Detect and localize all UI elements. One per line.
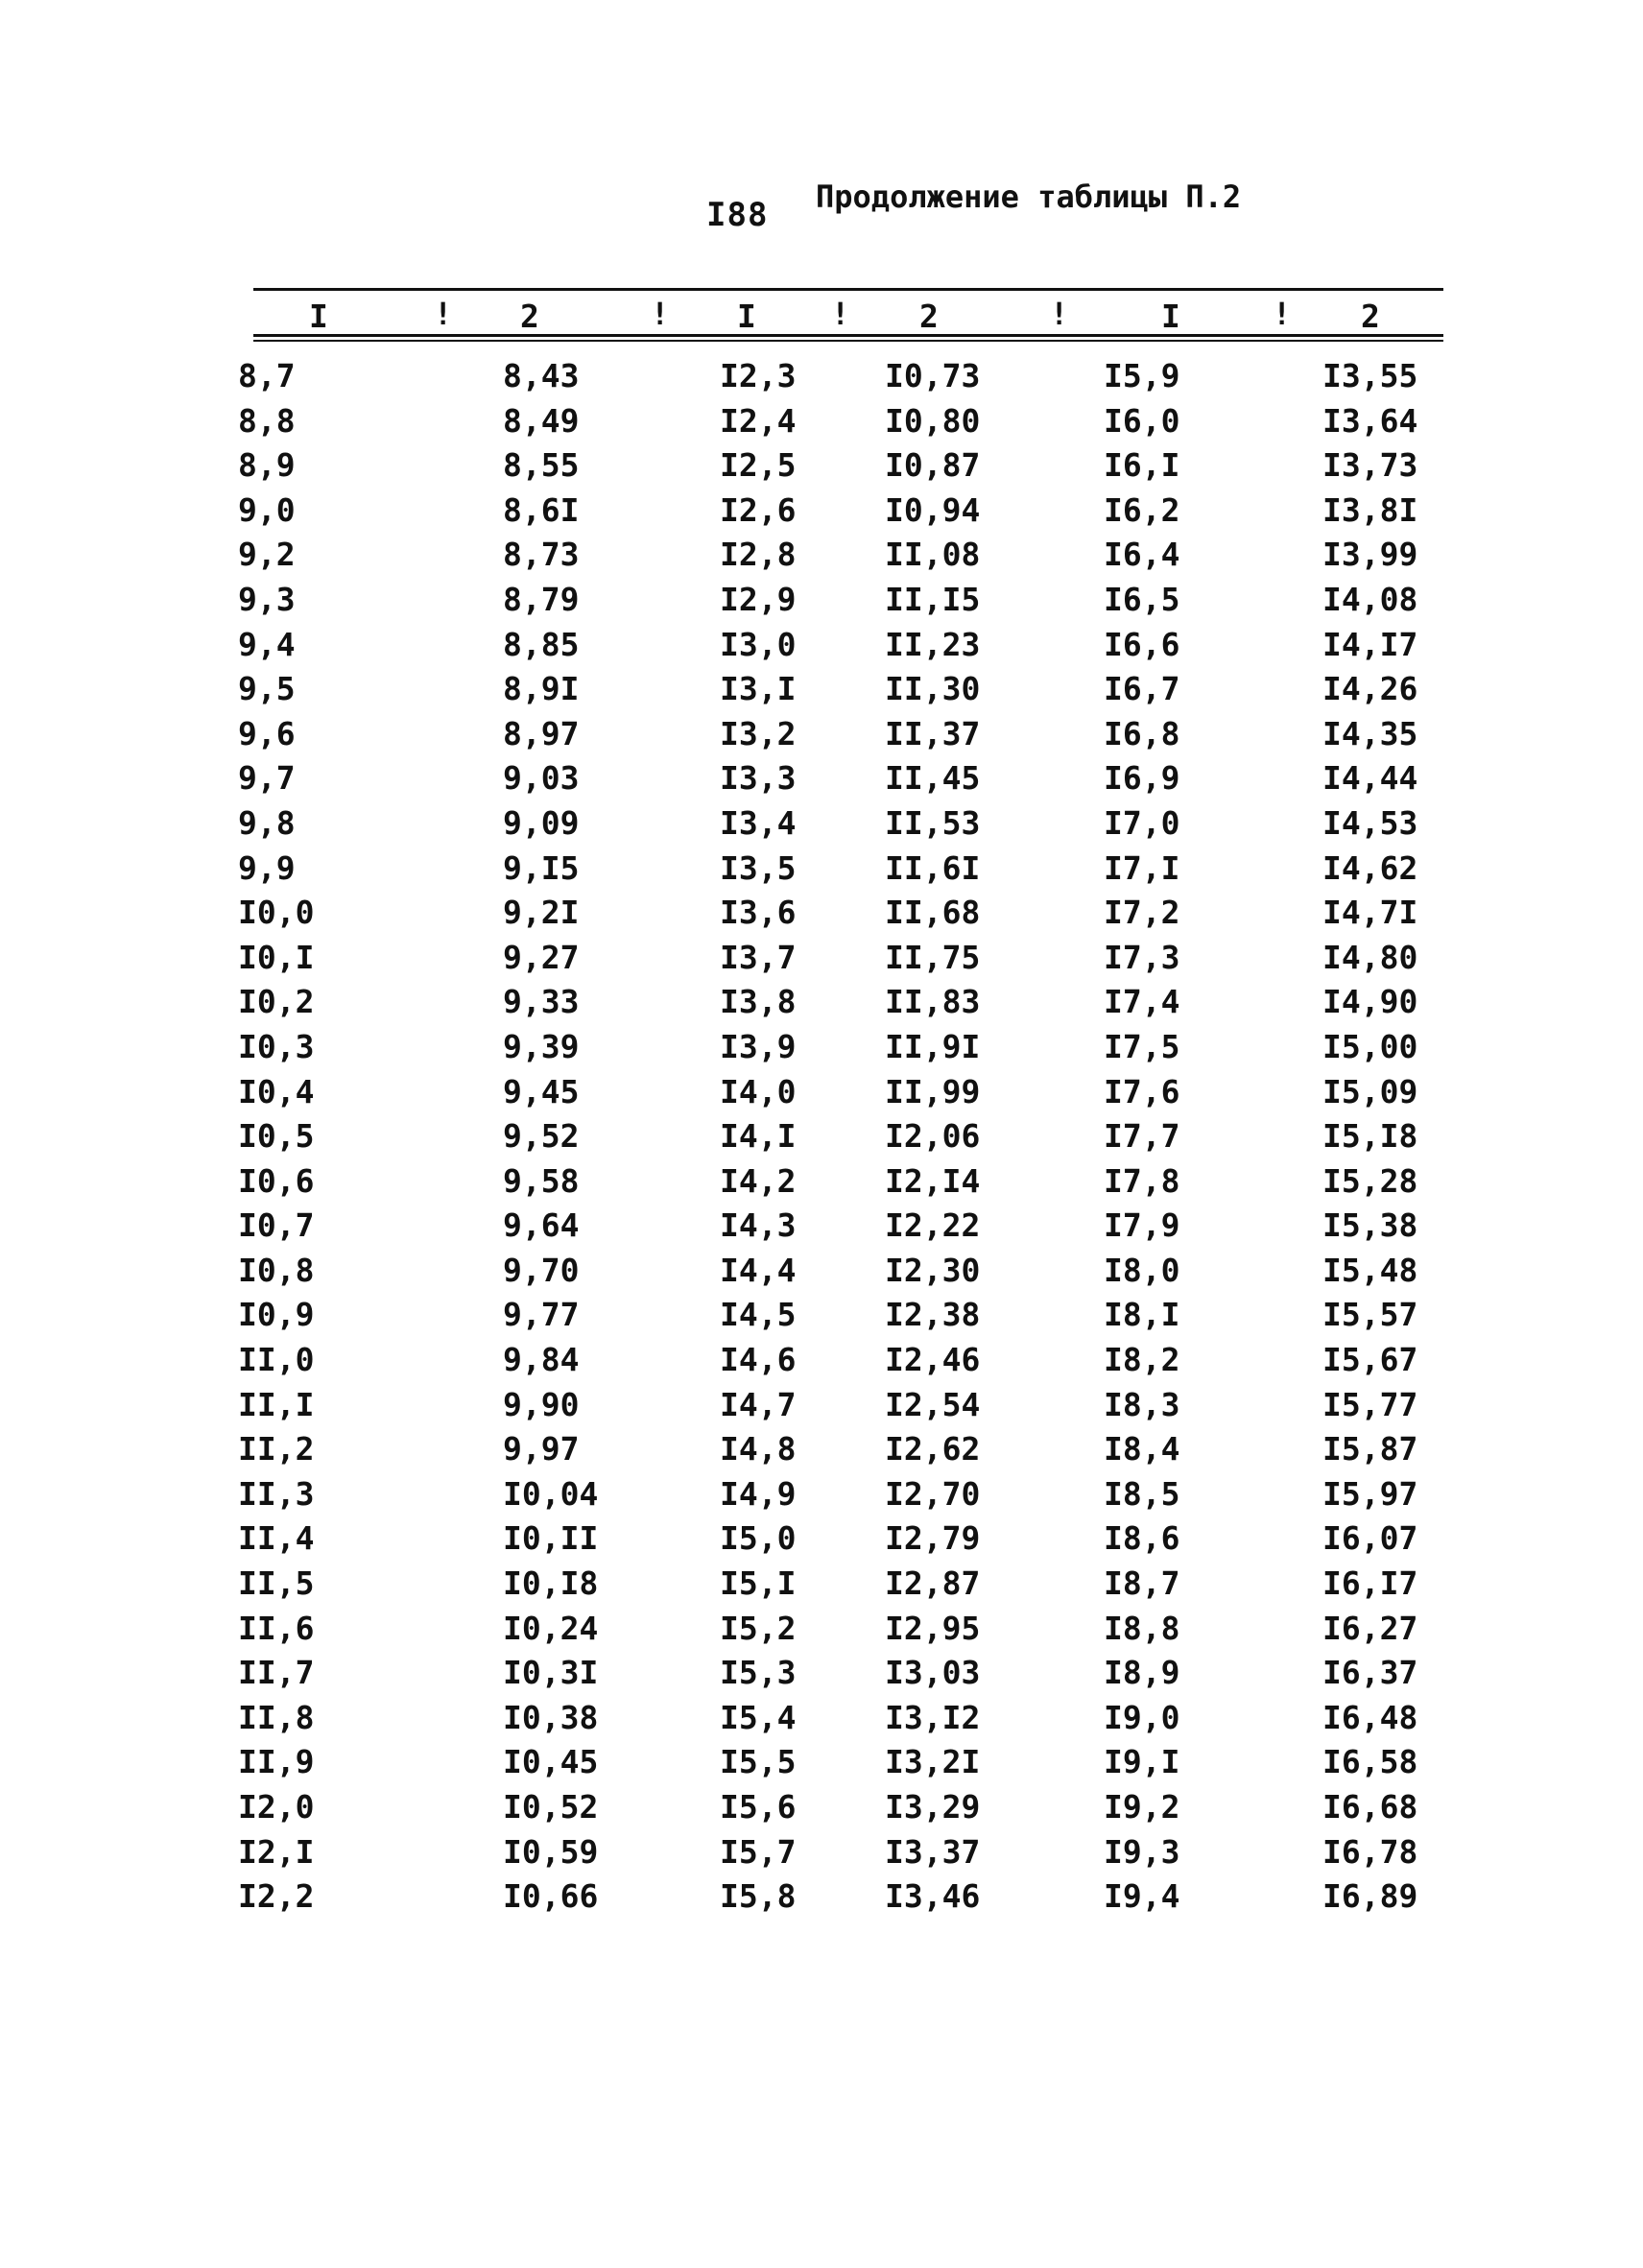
table-cell-col-3: I2,8 [720,536,797,574]
table-cell-col-5: I6,2 [1104,490,1180,529]
table-caption: Продолжение таблицы П.2 [816,179,1242,215]
table-cell-col-1: I2,I [238,1832,315,1871]
table-cell-col-5: I7,7 [1104,1117,1180,1156]
table-cell-col-2: 9,58 [503,1161,580,1200]
table-cell-col-5: I8,7 [1104,1564,1180,1603]
header-separator: ! [831,296,850,332]
table-cell-col-2: 9,77 [503,1296,580,1334]
table-cell-col-6: I4,7I [1322,894,1418,932]
table-cell-col-2: 9,64 [503,1206,580,1245]
table-cell-col-4: II,53 [885,803,981,842]
table-cell-col-2: 9,33 [503,983,580,1021]
table-cell-col-4: I3,37 [885,1832,981,1871]
table-cell-col-3: I3,8 [720,983,797,1021]
table-cell-col-6: I5,09 [1322,1072,1418,1110]
table-cell-col-1: II,6 [238,1609,315,1647]
table-cell-col-2: I0,II [503,1519,599,1558]
table-row [0,446,1643,491]
table-row [0,402,1643,447]
table-cell-col-6: I6,07 [1322,1519,1418,1558]
table-cell-col-4: II,37 [885,714,981,752]
table-cell-col-5: I7,I [1104,848,1180,887]
table-cell-col-5: I7,4 [1104,983,1180,1021]
table-cell-col-3: I5,I [720,1564,797,1603]
table-cell-col-3: I2,3 [720,357,797,394]
table-cell-col-3: I5,7 [720,1832,797,1871]
table-row [0,1788,1643,1833]
table-row [0,670,1643,715]
table-row [0,759,1643,804]
table-cell-col-5: I9,4 [1104,1877,1180,1916]
table-cell-col-5: I8,2 [1104,1341,1180,1379]
table-row [0,1564,1643,1610]
table-cell-col-5: I9,0 [1104,1698,1180,1736]
table-cell-col-2: 9,2I [503,894,580,932]
header-col-2: 2 [520,298,539,335]
table-row [0,1341,1643,1386]
table-cell-col-1: II,5 [238,1564,315,1603]
table-cell-col-1: I0,6 [238,1161,315,1200]
table-cell-col-2: 8,55 [503,446,580,485]
header-separator: ! [651,296,670,332]
table-cell-col-4: I2,87 [885,1564,981,1603]
table-cell-col-2: 9,09 [503,803,580,842]
table-cell-col-6: I5,77 [1322,1385,1418,1423]
table-cell-col-3: I4,8 [720,1430,797,1468]
table-cell-col-3: I3,I [720,670,797,708]
table-cell-col-6: I4,80 [1322,938,1418,976]
table-cell-col-2: 8,9I [503,670,580,708]
table-cell-col-1: 9,4 [238,625,296,663]
table-cell-col-3: I3,2 [720,714,797,752]
table-row [0,1162,1643,1207]
table-cell-col-4: I2,22 [885,1206,981,1245]
table-cell-col-2: 8,73 [503,536,580,574]
table-cell-col-2: 8,97 [503,714,580,752]
table-row [0,1877,1643,1922]
table-row [0,1073,1643,1118]
table-cell-col-6: I5,I8 [1322,1117,1418,1156]
header-col-6: 2 [1361,298,1380,335]
table-cell-col-6: I6,78 [1322,1832,1418,1871]
table-cell-col-3: I2,5 [720,446,797,485]
table-cell-col-2: 8,49 [503,401,580,440]
table-cell-col-3: I5,0 [720,1519,797,1558]
table-cell-col-5: I7,8 [1104,1161,1180,1200]
table-cell-col-4: I2,38 [885,1296,981,1334]
table-cell-col-6: I5,67 [1322,1341,1418,1379]
table-cell-col-4: I2,06 [885,1117,981,1156]
table-row [0,1699,1643,1744]
table-cell-col-6: I5,87 [1322,1430,1418,1468]
table-cell-col-2: I0,59 [503,1832,599,1871]
table-cell-col-6: I4,62 [1322,848,1418,887]
table-cell-col-5: I6,5 [1104,580,1180,618]
table-cell-col-3: I2,6 [720,490,797,529]
table-cell-col-5: I6,7 [1104,670,1180,708]
table-cell-col-3: I3,6 [720,894,797,932]
table-cell-col-1: 8,8 [238,401,296,440]
table-cell-col-4: II,23 [885,625,981,663]
table-cell-col-6: I3,8I [1322,490,1418,529]
table-cell-col-5: I8,0 [1104,1251,1180,1289]
table-cell-col-4: I0,73 [885,357,981,394]
table-cell-col-4: II,08 [885,536,981,574]
table-row [0,1028,1643,1073]
table-cell-col-6: I4,44 [1322,759,1418,798]
table-cell-col-4: II,30 [885,670,981,708]
table-cell-col-5: I8,8 [1104,1609,1180,1647]
table-row [0,849,1643,895]
table-cell-col-2: 9,97 [503,1430,580,1468]
table-cell-col-3: I5,3 [720,1654,797,1692]
table-cell-col-2: I0,66 [503,1877,599,1916]
table-cell-col-3: I5,2 [720,1609,797,1647]
table-cell-col-3: I3,7 [720,938,797,976]
table-cell-col-5: I6,0 [1104,401,1180,440]
header-col-5: I [1161,298,1180,335]
table-cell-col-6: I4,I7 [1322,625,1418,663]
table-cell-col-2: 9,90 [503,1385,580,1423]
table-cell-col-6: I4,53 [1322,803,1418,842]
table-cell-col-5: I8,3 [1104,1385,1180,1423]
table-cell-col-4: I0,80 [885,401,981,440]
table-cell-col-6: I4,08 [1322,580,1418,618]
table-cell-col-5: I8,4 [1104,1430,1180,1468]
table-row [0,1206,1643,1252]
table-cell-col-2: 9,70 [503,1251,580,1289]
table-cell-col-6: I5,38 [1322,1206,1418,1245]
table-cell-col-1: 9,2 [238,536,296,574]
table-row [0,894,1643,939]
table-cell-col-1: II,8 [238,1698,315,1736]
table-header-rule-second [253,340,1443,342]
table-cell-col-4: II,45 [885,759,981,798]
table-cell-col-3: I3,9 [720,1027,797,1065]
table-cell-col-4: II,9I [885,1027,981,1065]
table-cell-col-3: I5,5 [720,1743,797,1781]
table-cell-col-4: I3,03 [885,1654,981,1692]
table-cell-col-4: I2,54 [885,1385,981,1423]
table-cell-col-4: I3,I2 [885,1698,981,1736]
table-cell-col-3: I3,5 [720,848,797,887]
table-cell-col-1: I0,I [238,938,315,976]
table-cell-col-6: I5,48 [1322,1251,1418,1289]
table-cell-col-1: 9,5 [238,670,296,708]
table-cell-col-1: I0,4 [238,1072,315,1110]
table-cell-col-3: I2,9 [720,580,797,618]
table-cell-col-1: 9,6 [238,714,296,752]
table-cell-col-1: I0,0 [238,894,315,932]
table-cell-col-1: II,0 [238,1341,315,1379]
table-cell-col-5: I6,6 [1104,625,1180,663]
table-cell-col-3: I5,8 [720,1877,797,1916]
table-cell-col-6: I5,57 [1322,1296,1418,1334]
table-row [0,1296,1643,1341]
table-cell-col-2: 9,52 [503,1117,580,1156]
table-cell-col-2: 9,45 [503,1072,580,1110]
table-cell-col-1: 8,7 [238,357,296,394]
table-cell-col-3: I2,4 [720,401,797,440]
table-cell-col-3: I5,4 [720,1698,797,1736]
table-cell-col-4: II,I5 [885,580,981,618]
table-cell-col-2: I0,45 [503,1743,599,1781]
table-cell-col-3: I4,9 [720,1474,797,1513]
table-cell-col-4: I2,79 [885,1519,981,1558]
table-body [0,357,1643,1922]
table-cell-col-2: I0,I8 [503,1564,599,1603]
table-cell-col-1: 8,9 [238,446,296,485]
table-top-rule [253,288,1443,291]
table-cell-col-4: I2,46 [885,1341,981,1379]
table-row [0,1386,1643,1431]
table-row [0,357,1643,402]
table-cell-col-4: I2,62 [885,1430,981,1468]
table-cell-col-1: II,I [238,1385,315,1423]
table-cell-col-3: I4,2 [720,1161,797,1200]
header-separator: ! [434,296,453,332]
table-cell-col-3: I4,I [720,1117,797,1156]
table-cell-col-6: I6,68 [1322,1788,1418,1826]
table-cell-col-2: 9,84 [503,1341,580,1379]
table-cell-col-1: II,9 [238,1743,315,1781]
table-cell-col-5: I9,I [1104,1743,1180,1781]
table-cell-col-3: I4,6 [720,1341,797,1379]
table-cell-col-4: II,99 [885,1072,981,1110]
table-cell-col-4: I0,87 [885,446,981,485]
table-cell-col-1: 9,3 [238,580,296,618]
table-cell-col-5: I7,5 [1104,1027,1180,1065]
table-cell-col-5: I6,I [1104,446,1180,485]
header-separator: ! [1050,296,1069,332]
table-cell-col-4: I2,95 [885,1609,981,1647]
table-cell-col-1: II,3 [238,1474,315,1513]
table-cell-col-5: I7,2 [1104,894,1180,932]
table-cell-col-3: I4,0 [720,1072,797,1110]
table-cell-col-1: 9,7 [238,759,296,798]
table-row [0,1743,1643,1788]
table-cell-col-2: 9,39 [503,1027,580,1065]
table-cell-col-1: I0,7 [238,1206,315,1245]
table-cell-col-1: I0,5 [238,1117,315,1156]
table-row [0,1519,1643,1564]
table-cell-col-5: I6,9 [1104,759,1180,798]
table-row [0,491,1643,537]
table-cell-col-6: I6,89 [1322,1877,1418,1916]
table-row [0,983,1643,1028]
table-cell-col-3: I3,3 [720,759,797,798]
table-cell-col-5: I8,9 [1104,1654,1180,1692]
table-cell-col-4: I0,94 [885,490,981,529]
table-row [0,1833,1643,1878]
table-cell-col-6: I6,58 [1322,1743,1418,1781]
table-cell-col-6: I3,99 [1322,536,1418,574]
table-cell-col-2: 8,43 [503,357,580,394]
table-cell-col-6: I6,27 [1322,1609,1418,1647]
table-cell-col-2: 8,6I [503,490,580,529]
table-cell-col-5: I5,9 [1104,357,1180,394]
table-cell-col-5: I9,2 [1104,1788,1180,1826]
table-cell-col-4: I2,70 [885,1474,981,1513]
table-cell-col-1: 9,0 [238,490,296,529]
table-row [0,581,1643,626]
table-row [0,626,1643,671]
table-row [0,1252,1643,1297]
table-cell-col-6: I5,28 [1322,1161,1418,1200]
table-row [0,1117,1643,1162]
table-cell-col-1: II,2 [238,1430,315,1468]
table-cell-col-3: I5,6 [720,1788,797,1826]
table-cell-col-6: I6,I7 [1322,1564,1418,1603]
table-cell-col-4: II,6I [885,848,981,887]
table-cell-col-3: I3,4 [720,803,797,842]
table-row [0,1475,1643,1520]
table-cell-col-3: I4,5 [720,1296,797,1334]
table-cell-col-2: 9,03 [503,759,580,798]
table-cell-col-4: I3,46 [885,1877,981,1916]
table-cell-col-5: I6,8 [1104,714,1180,752]
table-cell-col-2: I0,52 [503,1788,599,1826]
table-cell-col-6: I3,55 [1322,357,1418,394]
table-cell-col-1: I2,2 [238,1877,315,1916]
table-cell-col-5: I9,3 [1104,1832,1180,1871]
table-cell-col-6: I5,00 [1322,1027,1418,1065]
table-row [0,1610,1643,1655]
table-cell-col-5: I8,I [1104,1296,1180,1334]
table-cell-col-1: 9,9 [238,848,296,887]
table-cell-col-6: I4,26 [1322,670,1418,708]
table-cell-col-1: I2,0 [238,1788,315,1826]
table-cell-col-3: I4,3 [720,1206,797,1245]
table-row [0,1654,1643,1699]
table-cell-col-5: I8,5 [1104,1474,1180,1513]
table-cell-col-2: 8,79 [503,580,580,618]
table-cell-col-6: I4,90 [1322,983,1418,1021]
table-row [0,1430,1643,1475]
table-cell-col-2: 9,I5 [503,848,580,887]
table-cell-col-6: I6,48 [1322,1698,1418,1736]
table-cell-col-2: 9,27 [503,938,580,976]
table-cell-col-4: II,83 [885,983,981,1021]
table-cell-col-5: I7,9 [1104,1206,1180,1245]
table-header-rule [253,334,1443,337]
table-cell-col-5: I7,3 [1104,938,1180,976]
page-number: I88 [706,196,769,234]
table-cell-col-5: I6,4 [1104,536,1180,574]
table-cell-col-1: I0,8 [238,1251,315,1289]
table-cell-col-1: I0,9 [238,1296,315,1334]
header-separator: ! [1273,296,1292,332]
table-cell-col-2: 8,85 [503,625,580,663]
table-row [0,939,1643,984]
table-cell-col-2: I0,3I [503,1654,599,1692]
table-cell-col-3: I4,4 [720,1251,797,1289]
table-cell-col-2: I0,24 [503,1609,599,1647]
table-cell-col-1: I0,3 [238,1027,315,1065]
table-cell-col-4: I2,I4 [885,1161,981,1200]
table-cell-col-5: I7,0 [1104,803,1180,842]
table-cell-col-4: I2,30 [885,1251,981,1289]
table-cell-col-1: II,7 [238,1654,315,1692]
header-col-1: I [309,298,328,335]
table-cell-col-6: I3,73 [1322,446,1418,485]
table-cell-col-4: I3,29 [885,1788,981,1826]
table-cell-col-5: I7,6 [1104,1072,1180,1110]
table-cell-col-6: I4,35 [1322,714,1418,752]
table-cell-col-4: I3,2I [885,1743,981,1781]
header-col-4: 2 [919,298,939,335]
table-cell-col-1: 9,8 [238,803,296,842]
table-row [0,715,1643,760]
table-cell-col-3: I4,7 [720,1385,797,1423]
table-cell-col-2: I0,04 [503,1474,599,1513]
table-row [0,536,1643,581]
table-cell-col-5: I8,6 [1104,1519,1180,1558]
table-cell-col-3: I3,0 [720,625,797,663]
table-cell-col-1: II,4 [238,1519,315,1558]
table-cell-col-4: II,75 [885,938,981,976]
table-cell-col-4: II,68 [885,894,981,932]
table-cell-col-6: I6,37 [1322,1654,1418,1692]
table-cell-col-6: I3,64 [1322,401,1418,440]
table-cell-col-2: I0,38 [503,1698,599,1736]
header-col-3: I [737,298,756,335]
table-cell-col-1: I0,2 [238,983,315,1021]
table-cell-col-6: I5,97 [1322,1474,1418,1513]
table-row [0,804,1643,849]
